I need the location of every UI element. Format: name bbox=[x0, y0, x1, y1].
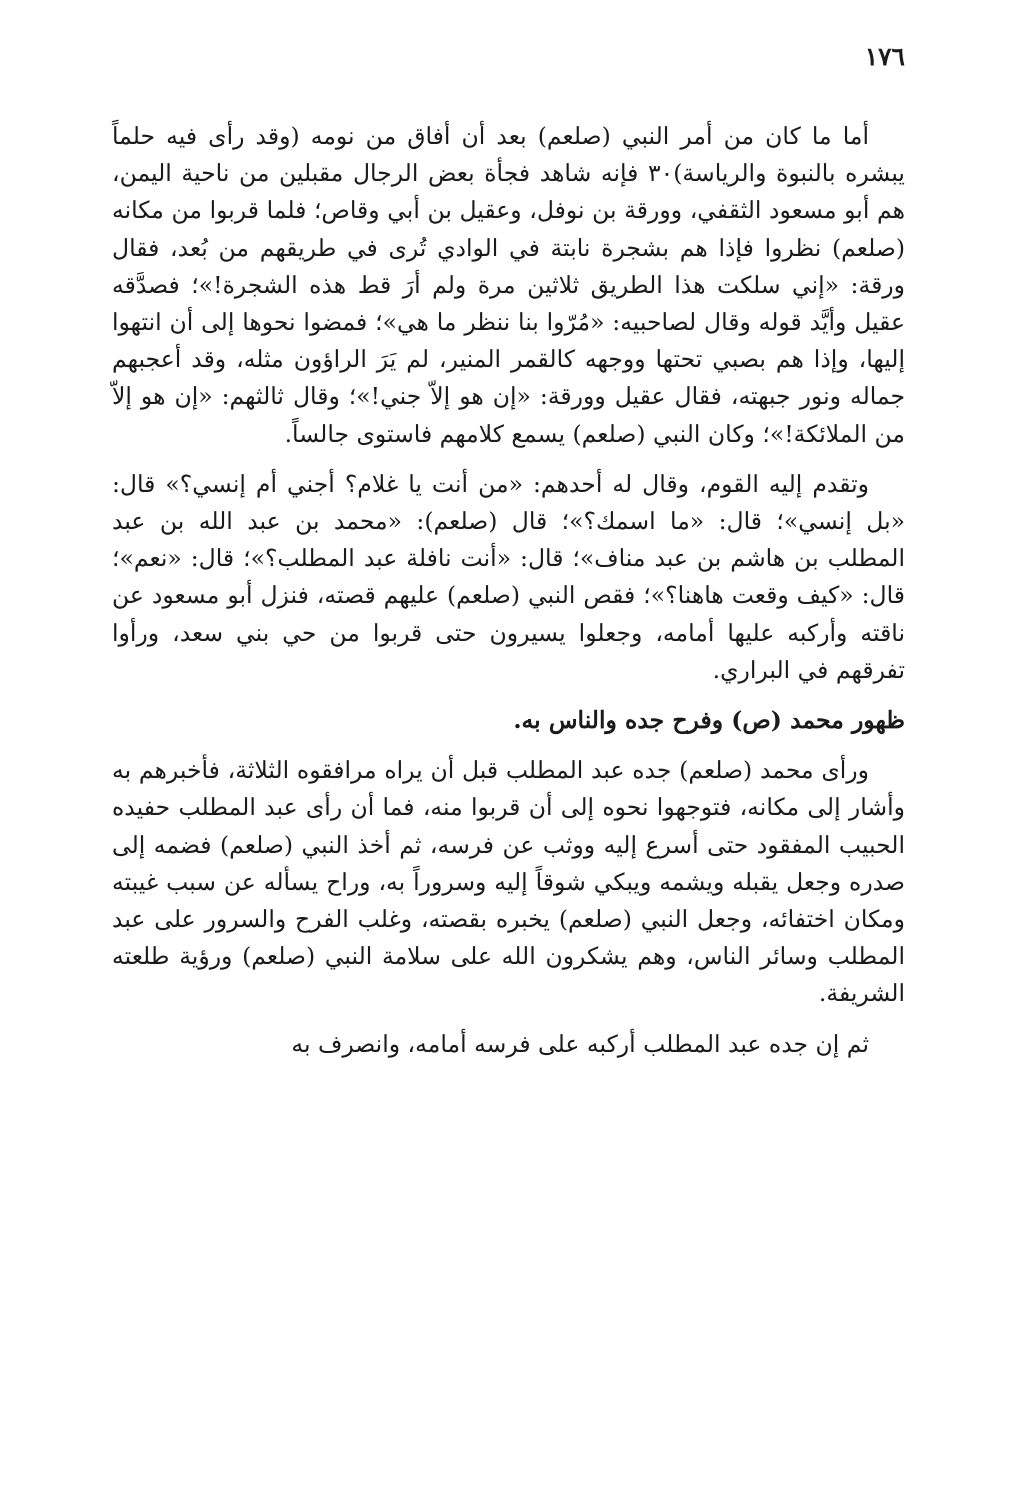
paragraph-prophet-found: أما ما كان من أمر النبي (صلعم) بعد أن أفاق من نومه (وقد رأى فيه حلماً يبشره بالنبوة والرياسة)٣٠ فإنه شاهد فجأة بعض الرجال مقبلين من ناحية اليمن، هم أبو مسعود الثقفي، وورقة بن نوفل، وعقيل بن أبي وقاص؛ فلما قربوا من مكانه (صلعم) نظروا فإذا هم بشجرة نابتة في الوادي تُرى في طريقهم من بُعد، فقال ورقة: «إني سلكت هذا الطريق ثلاثين مرة ولم أرَ قط هذه الشجرة!»؛ فصدَّقه عقيل وأيَّد قوله وقال لصاحبيه: «مُرّوا بنا ننظر ما هي»؛ فمضوا نحوها إلى أن انتهوا إليها، وإذا هم بصبي تحتها ووجهه كالقمر المنير، لم يَرَ الراؤون مثله، وقد أعجبهم جماله ونور جبهته، فقال عقيل وورقة: «إن هو إلاّ جني!»؛ وقال ثالثهم: «إن هو إلاّ من الملائكة!»؛ وكان النبي (صلعم) يسمع كلامهم فاستوى جالساً. bbox=[112, 122, 905, 448]
paragraph-dialogue: وتقدم إليه القوم، وقال له أحدهم: «من أنت يا غلام؟ أجني أم إنسي؟» قال: «بل إنسي»؛ قال: «ما اسمك؟»؛ قال (صلعم): «محمد بن عبد الله بن عبد المطلب بن هاشم بن عبد مناف»؛ قال: «أنت نافلة عبد المطلب؟»؛ قال: «نعم»؛ قال: «كيف وقعت هاهنا؟»؛ فقص النبي (صلعم) عليهم قصته، فنزل أبو مسعود عن ناقته وأركبه عليها أمامه، وجعلوا يسيرون حتى قربوا من حي بني سعد، ورأوا تفرقهم في البراري. bbox=[112, 469, 905, 684]
section-heading: ظهور محمد (ص) وفرح جده والناس به. bbox=[513, 706, 905, 735]
page-body bbox=[112, 118, 905, 1076]
paragraph-reunion: ورأى محمد (صلعم) جده عبد المطلب قبل أن يراه مرافقوه الثلاثة، فأخبرهم به وأشار إلى مكانه، فتوجهوا نحوه إلى أن قربوا منه، فما أن رأى عبد المطلب حفيده الحبيب المفقود حتى أسرع إليه ووثب عن فرسه، ثم أخذ النبي (صلعم) فضمه إلى صدره وجعل يقبله ويشمه ويبكي شوقاً إليه وسروراً به، وراح يسأله عن سبب غيبته ومكان اختفائه، وجعل النبي (صلعم) يخبره بقصته، وغلب الفرح والسرور على عبد المطلب وسائر الناس، وهم يشكرون الله على سلامة النبي (صلعم) ورؤية طلعته الشريفة. bbox=[112, 756, 905, 1008]
paragraph-continuation: ثم إن جده عبد المطلب أركبه على فرسه أمامه، وانصرف به bbox=[291, 1029, 869, 1058]
page-number: ١٧٦ bbox=[864, 42, 905, 71]
book-page bbox=[112, 30, 905, 1470]
